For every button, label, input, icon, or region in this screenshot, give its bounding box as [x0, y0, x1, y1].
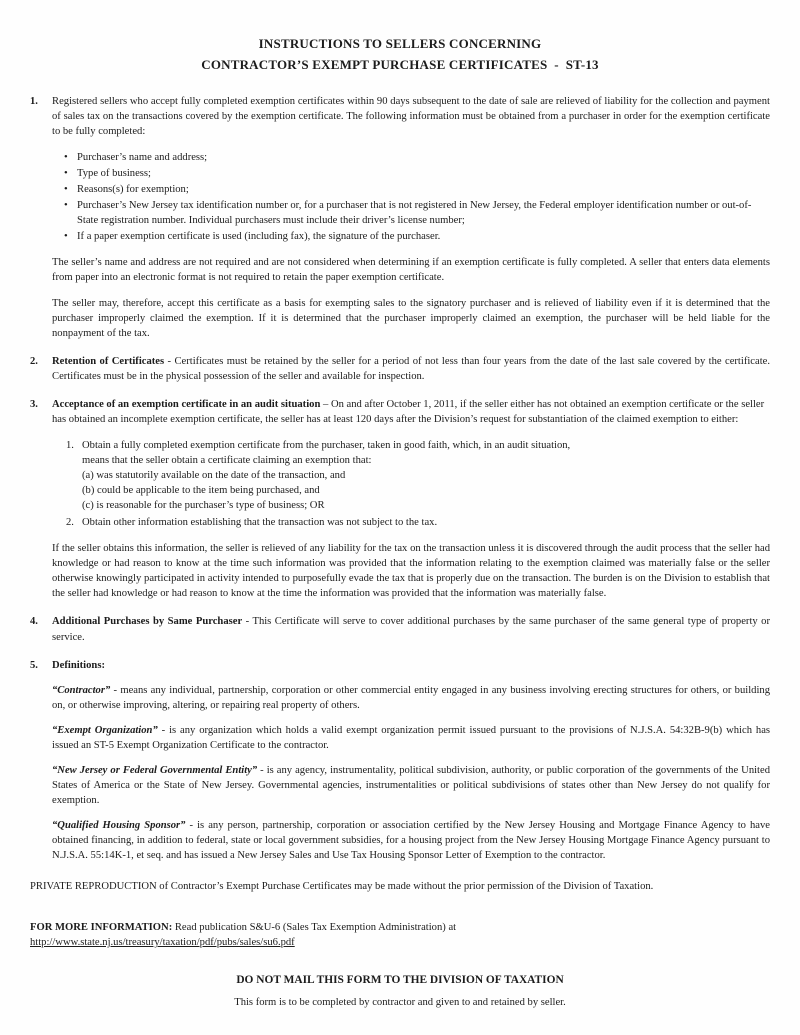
definition-term: “Exempt Organization” [52, 724, 158, 736]
sublist-line: (b) could be applicable to the item being purchased, and [82, 485, 320, 497]
sublist-item-1-number: 1. [66, 440, 74, 452]
do-not-mail-notice: DO NOT MAIL THIS FORM TO THE DIVISION OF TAXATION [236, 973, 564, 986]
section-2 [30, 354, 770, 384]
bullet-item [64, 229, 770, 244]
sublist-line: (c) is reasonable for the purchaser’s type of business; OR [82, 500, 325, 512]
section-3-intro-text: – On and after October 1, 2011, if the seller either has not obtained an exemption certificate or the seller has obtained an incomplete exemption certificate, the seller has at least 120 days after the Division’s request for substantiation of the claimed exemption to either: [52, 399, 765, 426]
bullet-icon: • [64, 183, 68, 195]
bullet-text: Reasons(s) for exemption; [77, 183, 189, 195]
section-2-paragraph [52, 354, 770, 384]
section-5-heading: Definitions: [52, 659, 105, 671]
section-2-heading: Retention of Certificates [52, 356, 165, 368]
definition-exempt-organization [52, 723, 770, 753]
publication-link[interactable]: http://www.state.nj.us/treasury/taxation/pdf/pubs/sales/su6.pdf [30, 936, 295, 948]
section-1-body [52, 94, 770, 341]
sublist-line: Obtain a fully completed exemption certificate from the purchaser, taken in good faith, which, in an audit situation, [82, 440, 571, 452]
section-1-bullet-list [64, 150, 770, 244]
more-information-heading: FOR MORE INFORMATION: [30, 921, 173, 933]
definition-term: “Contractor” [52, 684, 111, 696]
section-4-heading: Additional Purchases by Same Purchaser [52, 616, 243, 628]
definition-term: “Qualified Housing Sponsor” [52, 819, 186, 831]
title-line-2: CONTRACTOR’S EXEMPT PURCHASE CERTIFICATES - ST-13 [201, 56, 599, 72]
definition-contractor [52, 683, 770, 713]
sublist-line: Obtain other information establishing that the transaction was not subject to the tax. [82, 517, 438, 529]
sublist-item-1 [66, 438, 770, 513]
bullet-icon: • [64, 230, 68, 242]
sublist-item-2 [66, 515, 770, 530]
section-3-intro [52, 397, 770, 427]
sublist-item-2-number: 2. [66, 517, 74, 529]
section-1-number: 1. [30, 95, 38, 107]
sublist-line: means that the seller obtain a certificate claiming an exemption that: [82, 455, 372, 467]
section-1-paragraph-3: The seller may, therefore, accept this certificate as a basis for exempting sales to the signatory purchaser and is relieved of liability even if it is determined that the purchaser improperly claimed the exemption. If it is determined that the purchaser improperly claimed an exemption, the purchaser will be held liable for the nonpayment of the tax. [52, 297, 770, 339]
bullet-item [64, 166, 770, 181]
section-5-number: 5. [30, 659, 38, 671]
bullet-text: Purchaser’s New Jersey tax identification number or, for a purchaser that is not registered in New Jersey, the Federal employer identification number or out-of-State registration number. Individual purchasers must include their driver’s license number; [77, 199, 752, 226]
section-5-body [52, 658, 770, 863]
bullet-item [64, 182, 770, 197]
section-3-number: 3. [30, 399, 38, 411]
section-4 [30, 614, 770, 644]
section-3-body [52, 397, 770, 601]
definition-text: - is any person, partnership, corporation or association certified by the New Jersey Housing and Mortgage Finance Agency to have obtained financing, in addition to federal, state or local government subsidies, for a housing project from the New Jersey Housing Mortgage Finance Agency pursuant to N.J.S.A. 55:14K-1, et seq. and has issued a New Jersey Sales and Use Tax Housing Sponsor Letter of Exemption to the contractor. [52, 819, 770, 861]
bullet-item [64, 198, 770, 228]
section-3-paragraph-2: If the seller obtains this information, the seller is relieved of any liability for the tax on the transaction unless it is discovered through the audit process that the seller had knowledge or had reason to know at the time such information was provided that the information relating to the exemption claimed was materially false or the seller otherwise knowingly participated in activity intended to purposefully evade the tax that is properly due on the transaction. The burden is on the Division to establish that the seller had knowledge or had reason to know at the time the information was provided that the information was materially false. [52, 543, 770, 600]
section-3-heading: Acceptance of an exemption certificate in an audit situation [52, 399, 321, 411]
bullet-icon: • [64, 167, 68, 179]
bullet-text: Purchaser’s name and address; [77, 151, 208, 163]
bullet-icon: • [64, 151, 68, 163]
bullet-text: If a paper exemption certificate is used (including fax), the signature of the purchaser. [77, 230, 441, 242]
section-4-body [52, 614, 770, 644]
more-information-text: Read publication S&U-6 (Sales Tax Exemption Administration) at [172, 921, 457, 933]
section-2-text: - Certificates must be retained by the seller for a period of not less than four years from the date of the last sale covered by the certificate. Certificates must be in the physical possession of the seller and available for inspection. [52, 356, 770, 383]
document-footer [30, 879, 770, 1010]
section-4-text: - This Certificate will serve to cover additional purchases by the same purchaser of the same general type of property or service. [52, 616, 771, 643]
form-completion-note: This form is to be completed by contractor and given to and retained by seller. [234, 997, 566, 1009]
document-header [30, 34, 770, 76]
section-1-intro: Registered sellers who accept fully completed exemption certificates within 90 days subsequent to the date of sale are relieved of liability for the collection and payment of sales tax on the transactions covered by the exemption certificate. The following information must be obtained from a purchaser in order for the exemption certificate to be fully completed: [52, 95, 770, 137]
sublist-line: (a) was statutorily available on the date of the transaction, and [82, 470, 346, 482]
private-reproduction-note: PRIVATE REPRODUCTION of Contractor’s Exempt Purchase Certificates may be made without the prior permission of the Division of Taxation. [30, 880, 654, 892]
section-4-number: 4. [30, 616, 38, 628]
section-3 [30, 397, 770, 601]
section-5 [30, 658, 770, 863]
definition-text: - is any agency, instrumentality, political subdivision, authority, or public corporation of the governments of the United States of America or the State of New Jersey. Governmental agencies, instrumentalities or political subdivisions of states other than New Jersey do not qualify for exemption. [52, 764, 770, 806]
bullet-item [64, 150, 770, 165]
section-2-body [52, 354, 770, 384]
section-2-number: 2. [30, 356, 38, 368]
definition-term: “New Jersey or Federal Governmental Entity” [52, 764, 258, 776]
sublist-item-2-body [82, 515, 770, 530]
definition-governmental-entity [52, 763, 770, 808]
bullet-text: Type of business; [77, 167, 151, 179]
section-1 [30, 94, 770, 341]
more-information-note [30, 920, 770, 950]
definition-qualified-housing-sponsor [52, 818, 770, 863]
definition-text: - is any organization which holds a valid exempt organization permit issued pursuant to the provisions of N.J.S.A. 54:32B-9(b) which has issued an ST-5 Exempt Organization Certificate to the contractor. [52, 724, 771, 751]
section-1-paragraph-2: The seller’s name and address are not required and are not considered when determining if an exemption certificate is fully completed. A seller that enters data elements from paper into an electronic format is not required to retain the paper exemption certificate. [52, 256, 770, 283]
title-line-1: INSTRUCTIONS TO SELLERS CONCERNING [258, 36, 542, 51]
section-3-sublist [66, 438, 770, 530]
section-4-paragraph [52, 614, 770, 644]
bullet-icon: • [64, 199, 68, 211]
sublist-item-1-body [82, 438, 770, 513]
definition-text: - means any individual, partnership, corporation or other commercial entity engaged in any business involving erecting structures for others, or building on, or otherwise improving, altering, or repairing real property of others. [52, 684, 770, 711]
